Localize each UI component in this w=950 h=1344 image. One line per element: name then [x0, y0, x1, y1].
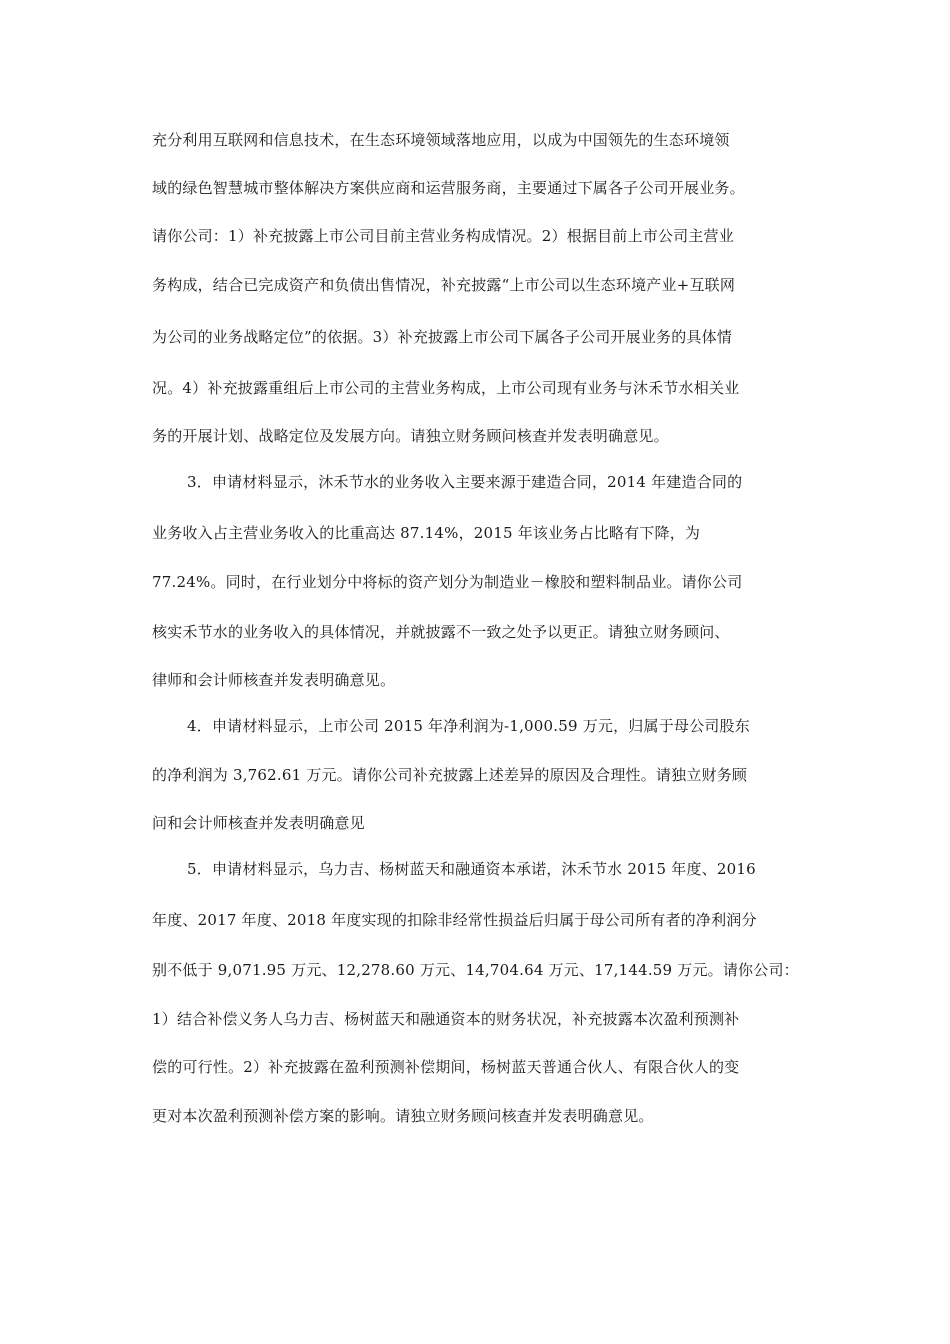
text-line: 为公司的业务战略定位”的依据。3）补充披露上市公司下属各子公司开展业务的具体情 [152, 328, 733, 346]
text-line: 核实禾节水的业务收入的具体情况，并就披露不一致之处予以更正。请独立财务顾问、 [152, 623, 730, 641]
text-line: 况。4）补充披露重组后上市公司的主营业务构成，上市公司现有业务与沐禾节水相关业 [152, 379, 740, 397]
text-line: 务的开展计划、战略定位及发展方向。请独立财务顾问核查并发表明确意见。 [152, 427, 669, 445]
text-line: 的净利润为 3,762.61 万元。请你公司补充披露上述差异的原因及合理性。请独立财务顾 [152, 766, 748, 784]
text-line: 年度、2017 年度、2018 年度实现的扣除非经常性损益后归属于母公司所有者的净利润分 [152, 911, 757, 929]
item-4-line: 4．申请材料显示，上市公司 2015 年净利润为-1,000.59 万元，归属于母公司股东 [187, 717, 750, 735]
text-line: 偿的可行性。2）补充披露在盈利预测补偿期间，杨树蓝天普通合伙人、有限合伙人的变 [152, 1058, 740, 1076]
text-line: 更对本次盈利预测补偿方案的影响。请独立财务顾问核查并发表明确意见。 [152, 1107, 654, 1125]
text-line: 1）结合补偿义务人乌力吉、杨树蓝天和融通资本的财务状况，补充披露本次盈利预测补 [152, 1010, 740, 1028]
text-line: 问和会计师核查并发表明确意见 [152, 814, 365, 832]
text-line: 律师和会计师核查并发表明确意见。 [152, 671, 396, 689]
text-line: 务构成，结合已完成资产和负债出售情况，补充披露“上市公司以生态环境产业+互联网 [152, 276, 736, 294]
text-line: 请你公司：1）补充披露上市公司目前主营业务构成情况。2）根据目前上市公司主营业 [152, 227, 734, 245]
item-5-line: 5．申请材料显示，乌力吉、杨树蓝天和融通资本承诺，沐禾节水 2015 年度、2016 [187, 860, 756, 878]
text-line: 别不低于 9,071.95 万元、12,278.60 万元、14,704.64 万元、17,144.59 万元。请你公司： [152, 961, 799, 979]
text-line: 业务收入占主营业务收入的比重高达 87.14%，2015 年该业务占比略有下降，为 [152, 524, 701, 542]
item-3-line: 3．申请材料显示，沐禾节水的业务收入主要来源于建造合同，2014 年建造合同的 [187, 473, 743, 491]
text-line: 充分利用互联网和信息技术，在生态环境领域落地应用，以成为中国领先的生态环境领 [152, 131, 730, 149]
text-line: 77.24%。同时，在行业划分中将标的资产划分为制造业－橡胶和塑料制品业。请你公司 [152, 573, 743, 591]
text-line: 域的绿色智慧城市整体解决方案供应商和运营服务商，主要通过下属各子公司开展业务。 [152, 179, 745, 197]
